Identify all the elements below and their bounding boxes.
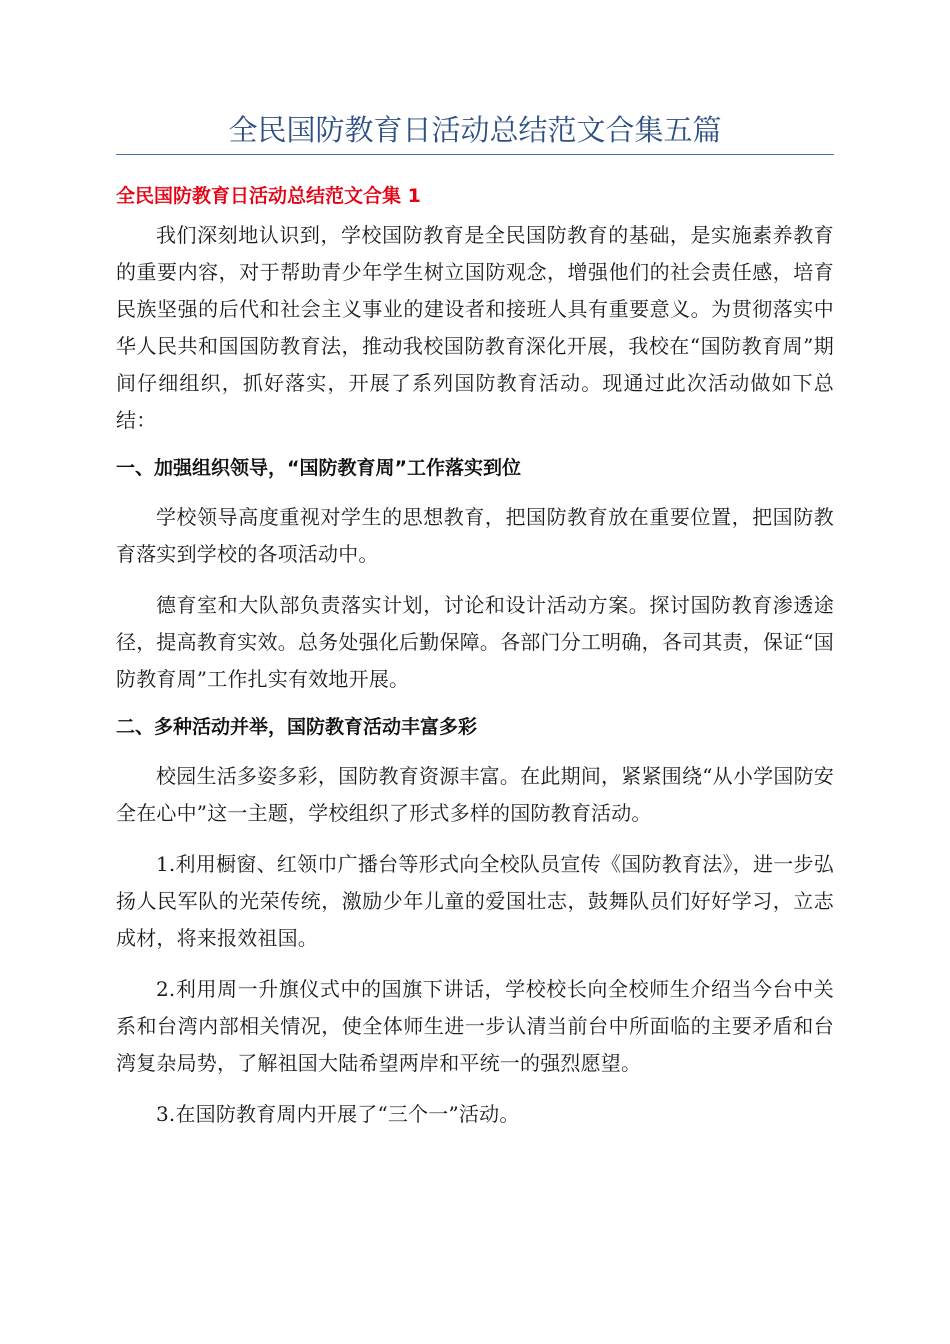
document-title: 全民国防教育日活动总结范文合集五篇 <box>228 113 722 147</box>
paragraph-5: 2.利用周一升旗仪式中的国旗下讲话，学校校长向全校师生介绍当今台中关系和台湾内部相关情况，使全体师生进一步认清当前台中所面临的主要矛盾和台湾复杂局势，了解祖国大陆希望两岸和平统一的强烈愿望。 <box>116 977 834 1075</box>
document-body <box>116 175 834 1133</box>
paragraph-1: 学校领导高度重视对学生的思想教育，把国防教育放在重要位置，把国防教育落实到学校的各项活动中。 <box>116 505 834 566</box>
paragraph-6: 3.在国防教育周内开展了“三个一”活动。 <box>156 1102 520 1126</box>
paragraph-4: 1.利用橱窗、红领巾广播台等形式向全校队员宣传《国防教育法》，进一步弘扬人民军队的光荣传统，激励少年儿童的爱国壮志，鼓舞队员们好好学习，立志成材，将来报效祖国。 <box>116 852 834 950</box>
paragraph-2: 德育室和大队部负责落实计划，讨论和设计活动方案。探讨国防教育渗透途径，提高教育实效。总务处强化后勤保障。各部门分工明确，各司其责，保证“国防教育周”工作扎实有效地开展。 <box>116 593 834 691</box>
paragraph-intro: 我们深刻地认识到，学校国防教育是全民国防教育的基础，是实施素养教育的重要内容，对于帮助青少年学生树立国防观念，增强他们的社会责任感，培育民族坚强的后代和社会主义事业的建设者和接班人具有重要意义。为贯彻落实中华人民共和国国防教育法，推动我校国防教育深化开展，我校在“国防教育周”期间仔细组织，抓好落实，开展了系列国防教育活动。现通过此次活动做如下总结： <box>116 223 834 432</box>
section-title: 全民国防教育日活动总结范文合集 1 <box>116 185 421 207</box>
paragraph-3: 校园生活多姿多彩，国防教育资源丰富。在此期间，紧紧围绕“从小学国防安全在心中”这一主题，学校组织了形式多样的国防教育活动。 <box>116 764 834 825</box>
heading-two: 二、多种活动并举，国防教育活动丰富多彩 <box>116 716 478 738</box>
title-underline <box>116 154 834 155</box>
heading-one: 一、加强组织领导，“国防教育周”工作落实到位 <box>116 457 521 479</box>
